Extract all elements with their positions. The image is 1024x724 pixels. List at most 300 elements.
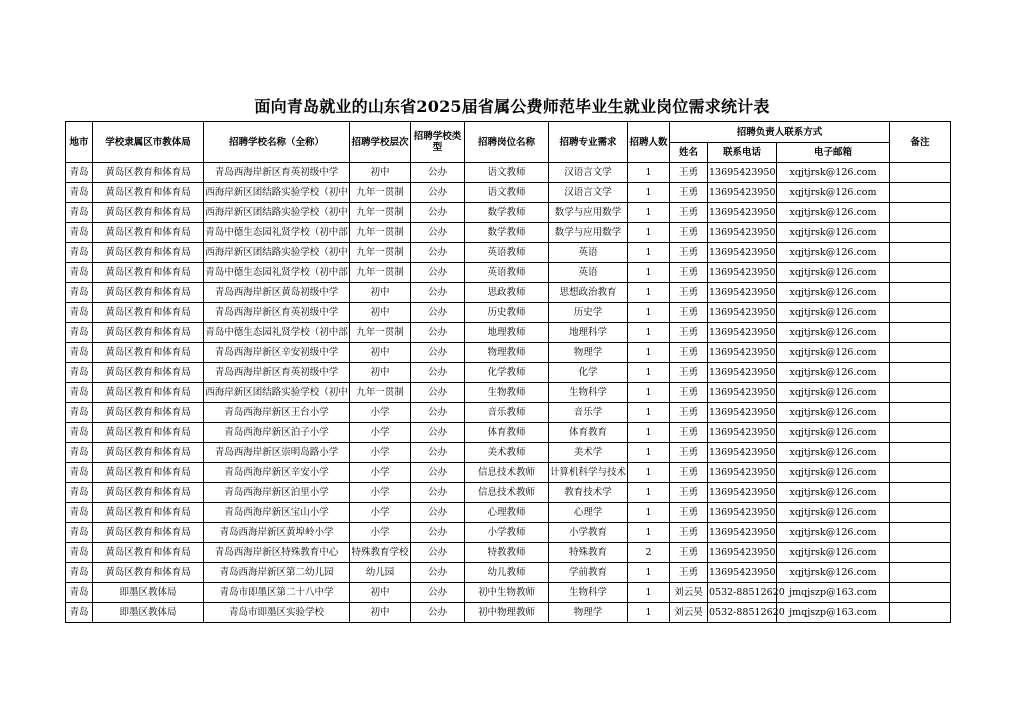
- cell-count: 1: [628, 243, 670, 263]
- cell-remarks: [890, 303, 951, 323]
- cell-remarks: [890, 583, 951, 603]
- cell-name: 王勇: [670, 263, 708, 283]
- cell-city: 青岛: [66, 603, 93, 623]
- cell-level: 小学: [350, 483, 411, 503]
- table-row: [66, 403, 951, 423]
- cell-position: 生物教师: [465, 383, 549, 403]
- cell-type: 公办: [411, 223, 465, 243]
- table-row: [66, 523, 951, 543]
- cell-bureau: 即墨区教体局: [93, 603, 204, 623]
- cell-name: 王勇: [670, 383, 708, 403]
- cell-bureau: 黄岛区教育和体育局: [93, 363, 204, 383]
- cell-level: 小学: [350, 503, 411, 523]
- cell-count: 1: [628, 383, 670, 403]
- cell-count: 1: [628, 203, 670, 223]
- cell-email: xqjtjrsk@126.com: [777, 243, 890, 263]
- cell-city: 青岛: [66, 523, 93, 543]
- cell-major: 美术学: [549, 443, 628, 463]
- cell-city: 青岛: [66, 543, 93, 563]
- cell-remarks: [890, 603, 951, 623]
- cell-city: 青岛: [66, 383, 93, 403]
- cell-name: 王勇: [670, 303, 708, 323]
- cell-school: 青岛西海岸新区辛安小学: [204, 463, 350, 483]
- cell-remarks: [890, 203, 951, 223]
- cell-city: 青岛: [66, 243, 93, 263]
- table-row: [66, 503, 951, 523]
- cell-email: xqjtjrsk@126.com: [777, 503, 890, 523]
- cell-email: xqjtjrsk@126.com: [777, 403, 890, 423]
- cell-count: 1: [628, 223, 670, 243]
- cell-count: 1: [628, 523, 670, 543]
- table-row: [66, 483, 951, 503]
- cell-count: 1: [628, 163, 670, 183]
- cell-phone: 13695423950: [708, 523, 777, 543]
- header-remarks: 备注: [890, 122, 951, 163]
- cell-name: 王勇: [670, 403, 708, 423]
- cell-remarks: [890, 443, 951, 463]
- cell-type: 公办: [411, 363, 465, 383]
- cell-major: 体育教育: [549, 423, 628, 443]
- cell-phone: 13695423950: [708, 223, 777, 243]
- cell-major: 生物科学: [549, 383, 628, 403]
- cell-school: 西海岸新区团结路实验学校（初中: [204, 383, 350, 403]
- cell-major: 心理学: [549, 503, 628, 523]
- cell-level: 九年一贯制: [350, 263, 411, 283]
- table-row: [66, 443, 951, 463]
- cell-phone: 13695423950: [708, 243, 777, 263]
- cell-count: 1: [628, 463, 670, 483]
- cell-major: 物理学: [549, 603, 628, 623]
- cell-school: 青岛西海岸新区黄岛初级中学: [204, 283, 350, 303]
- cell-email: xqjtjrsk@126.com: [777, 463, 890, 483]
- table-row: [66, 163, 951, 183]
- cell-type: 公办: [411, 463, 465, 483]
- cell-remarks: [890, 323, 951, 343]
- cell-type: 公办: [411, 603, 465, 623]
- table-row: [66, 283, 951, 303]
- cell-school: 青岛中德生态园礼贤学校（初中部: [204, 263, 350, 283]
- cell-phone: 13695423950: [708, 203, 777, 223]
- cell-email: xqjtjrsk@126.com: [777, 163, 890, 183]
- cell-type: 公办: [411, 543, 465, 563]
- cell-phone: 13695423950: [708, 463, 777, 483]
- cell-phone: 13695423950: [708, 563, 777, 583]
- cell-remarks: [890, 263, 951, 283]
- cell-major: 化学: [549, 363, 628, 383]
- cell-bureau: 黄岛区教育和体育局: [93, 483, 204, 503]
- cell-type: 公办: [411, 563, 465, 583]
- cell-remarks: [890, 363, 951, 383]
- cell-level: 初中: [350, 363, 411, 383]
- cell-count: 1: [628, 323, 670, 343]
- cell-bureau: 黄岛区教育和体育局: [93, 463, 204, 483]
- cell-email: xqjtjrsk@126.com: [777, 183, 890, 203]
- cell-position: 音乐教师: [465, 403, 549, 423]
- cell-name: 王勇: [670, 363, 708, 383]
- cell-position: 思政教师: [465, 283, 549, 303]
- document-title: 面向青岛就业的山东省2025届省属公费师范毕业生就业岗位需求统计表: [254, 97, 770, 116]
- cell-count: 1: [628, 403, 670, 423]
- cell-name: 王勇: [670, 323, 708, 343]
- cell-email: jmqjszp@163.com: [777, 603, 890, 623]
- cell-major: 汉语言文学: [549, 183, 628, 203]
- cell-level: 初中: [350, 603, 411, 623]
- table-row: [66, 243, 951, 263]
- cell-school: 青岛西海岸新区黄埠岭小学: [204, 523, 350, 543]
- cell-phone: 13695423950: [708, 163, 777, 183]
- cell-city: 青岛: [66, 283, 93, 303]
- cell-name: 王勇: [670, 203, 708, 223]
- cell-phone: 13695423950: [708, 183, 777, 203]
- cell-remarks: [890, 483, 951, 503]
- cell-remarks: [890, 243, 951, 263]
- cell-school: 青岛西海岸新区第二幼儿园: [204, 563, 350, 583]
- cell-count: 1: [628, 263, 670, 283]
- table-row: [66, 543, 951, 563]
- cell-position: 小学教师: [465, 523, 549, 543]
- cell-name: 王勇: [670, 483, 708, 503]
- cell-bureau: 黄岛区教育和体育局: [93, 303, 204, 323]
- cell-count: 1: [628, 283, 670, 303]
- cell-remarks: [890, 543, 951, 563]
- cell-level: 九年一贯制: [350, 383, 411, 403]
- cell-school: 青岛西海岸新区育英初级中学: [204, 163, 350, 183]
- cell-level: 小学: [350, 463, 411, 483]
- cell-position: 美术教师: [465, 443, 549, 463]
- cell-major: 教育技术学: [549, 483, 628, 503]
- cell-bureau: 黄岛区教育和体育局: [93, 183, 204, 203]
- cell-type: 公办: [411, 183, 465, 203]
- cell-level: 九年一贯制: [350, 323, 411, 343]
- cell-position: 特教教师: [465, 543, 549, 563]
- cell-city: 青岛: [66, 363, 93, 383]
- cell-name: 王勇: [670, 283, 708, 303]
- table-row: [66, 203, 951, 223]
- cell-name: 王勇: [670, 543, 708, 563]
- cell-email: xqjtjrsk@126.com: [777, 483, 890, 503]
- cell-city: 青岛: [66, 303, 93, 323]
- cell-bureau: 黄岛区教育和体育局: [93, 523, 204, 543]
- cell-phone: 13695423950: [708, 303, 777, 323]
- cell-type: 公办: [411, 483, 465, 503]
- table-row: [66, 603, 951, 623]
- header-email: 电子邮箱: [777, 143, 890, 163]
- cell-major: 英语: [549, 263, 628, 283]
- cell-school: 青岛中德生态园礼贤学校（初中部: [204, 223, 350, 243]
- cell-phone: 13695423950: [708, 543, 777, 563]
- cell-school: 青岛西海岸新区泊子小学: [204, 423, 350, 443]
- cell-level: 小学: [350, 403, 411, 423]
- cell-email: xqjtjrsk@126.com: [777, 323, 890, 343]
- cell-email: jmqjszp@163.com: [777, 583, 890, 603]
- header-bureau: 学校隶属区市教体局: [93, 122, 204, 163]
- cell-city: 青岛: [66, 443, 93, 463]
- cell-remarks: [890, 563, 951, 583]
- cell-city: 青岛: [66, 223, 93, 243]
- cell-city: 青岛: [66, 583, 93, 603]
- cell-position: 英语教师: [465, 263, 549, 283]
- cell-type: 公办: [411, 163, 465, 183]
- cell-count: 1: [628, 183, 670, 203]
- table-row: [66, 583, 951, 603]
- cell-bureau: 黄岛区教育和体育局: [93, 163, 204, 183]
- cell-count: 1: [628, 443, 670, 463]
- cell-position: 心理教师: [465, 503, 549, 523]
- cell-level: 初中: [350, 283, 411, 303]
- cell-type: 公办: [411, 523, 465, 543]
- cell-count: 1: [628, 483, 670, 503]
- cell-phone: 13695423950: [708, 483, 777, 503]
- table-body: [66, 163, 951, 623]
- cell-school: 青岛西海岸新区特殊教育中心: [204, 543, 350, 563]
- header-city: 地市: [66, 122, 93, 163]
- cell-count: 1: [628, 303, 670, 323]
- cell-position: 初中生物教师: [465, 583, 549, 603]
- cell-position: 体育教师: [465, 423, 549, 443]
- cell-city: 青岛: [66, 263, 93, 283]
- cell-city: 青岛: [66, 563, 93, 583]
- cell-bureau: 黄岛区教育和体育局: [93, 323, 204, 343]
- cell-bureau: 黄岛区教育和体育局: [93, 343, 204, 363]
- cell-level: 特殊教育学校: [350, 543, 411, 563]
- cell-remarks: [890, 223, 951, 243]
- cell-name: 刘云昊: [670, 583, 708, 603]
- cell-email: xqjtjrsk@126.com: [777, 423, 890, 443]
- cell-phone: 13695423950: [708, 323, 777, 343]
- cell-email: xqjtjrsk@126.com: [777, 363, 890, 383]
- cell-remarks: [890, 463, 951, 483]
- cell-remarks: [890, 423, 951, 443]
- cell-name: 王勇: [670, 423, 708, 443]
- cell-count: 1: [628, 563, 670, 583]
- cell-level: 小学: [350, 443, 411, 463]
- cell-remarks: [890, 163, 951, 183]
- cell-level: 幼儿园: [350, 563, 411, 583]
- cell-count: 1: [628, 423, 670, 443]
- cell-major: 地理科学: [549, 323, 628, 343]
- cell-major: 计算机科学与技术: [549, 463, 628, 483]
- cell-bureau: 黄岛区教育和体育局: [93, 403, 204, 423]
- cell-level: 九年一贯制: [350, 223, 411, 243]
- cell-city: 青岛: [66, 423, 93, 443]
- table-row: [66, 323, 951, 343]
- cell-type: 公办: [411, 403, 465, 423]
- cell-level: 初中: [350, 163, 411, 183]
- cell-email: xqjtjrsk@126.com: [777, 263, 890, 283]
- table-row: [66, 223, 951, 243]
- cell-bureau: 黄岛区教育和体育局: [93, 203, 204, 223]
- cell-type: 公办: [411, 283, 465, 303]
- table-row: [66, 363, 951, 383]
- header-level: 招聘学校层次: [350, 122, 411, 163]
- cell-remarks: [890, 343, 951, 363]
- cell-major: 汉语言文学: [549, 163, 628, 183]
- cell-level: 初中: [350, 303, 411, 323]
- cell-count: 1: [628, 343, 670, 363]
- cell-bureau: 黄岛区教育和体育局: [93, 383, 204, 403]
- cell-bureau: 黄岛区教育和体育局: [93, 423, 204, 443]
- cell-remarks: [890, 523, 951, 543]
- header-major: 招聘专业需求: [549, 122, 628, 163]
- cell-type: 公办: [411, 263, 465, 283]
- table-row: [66, 303, 951, 323]
- cell-city: 青岛: [66, 163, 93, 183]
- cell-bureau: 即墨区教体局: [93, 583, 204, 603]
- cell-remarks: [890, 283, 951, 303]
- cell-phone: 13695423950: [708, 423, 777, 443]
- cell-major: 历史学: [549, 303, 628, 323]
- cell-count: 1: [628, 603, 670, 623]
- cell-type: 公办: [411, 323, 465, 343]
- cell-email: xqjtjrsk@126.com: [777, 203, 890, 223]
- table-row: [66, 463, 951, 483]
- cell-school: 青岛市即墨区第二十八中学: [204, 583, 350, 603]
- cell-name: 王勇: [670, 183, 708, 203]
- header-position: 招聘岗位名称: [465, 122, 549, 163]
- cell-email: xqjtjrsk@126.com: [777, 343, 890, 363]
- cell-phone: 13695423950: [708, 503, 777, 523]
- cell-type: 公办: [411, 423, 465, 443]
- cell-count: 1: [628, 503, 670, 523]
- cell-email: xqjtjrsk@126.com: [777, 563, 890, 583]
- cell-school: 青岛西海岸新区王台小学: [204, 403, 350, 423]
- cell-level: 九年一贯制: [350, 203, 411, 223]
- cell-city: 青岛: [66, 403, 93, 423]
- cell-position: 英语教师: [465, 243, 549, 263]
- cell-major: 英语: [549, 243, 628, 263]
- cell-bureau: 黄岛区教育和体育局: [93, 443, 204, 463]
- cell-phone: 13695423950: [708, 363, 777, 383]
- cell-phone: 13695423950: [708, 283, 777, 303]
- table-row: [66, 183, 951, 203]
- cell-city: 青岛: [66, 483, 93, 503]
- cell-name: 王勇: [670, 343, 708, 363]
- cell-type: 公办: [411, 383, 465, 403]
- cell-remarks: [890, 183, 951, 203]
- cell-position: 物理教师: [465, 343, 549, 363]
- cell-phone: 13695423950: [708, 443, 777, 463]
- cell-major: 学前教育: [549, 563, 628, 583]
- cell-school: 青岛西海岸新区育英初级中学: [204, 303, 350, 323]
- cell-type: 公办: [411, 243, 465, 263]
- cell-count: 2: [628, 543, 670, 563]
- cell-major: 物理学: [549, 343, 628, 363]
- cell-phone: 0532-88512620: [708, 603, 777, 623]
- cell-name: 王勇: [670, 223, 708, 243]
- table-row: [66, 383, 951, 403]
- cell-school: 青岛西海岸新区辛安初级中学: [204, 343, 350, 363]
- header-contact-group: 招聘负责人联系方式: [670, 122, 890, 143]
- cell-email: xqjtjrsk@126.com: [777, 443, 890, 463]
- cell-school: 西海岸新区团结路实验学校（初中: [204, 243, 350, 263]
- cell-major: 数学与应用数学: [549, 223, 628, 243]
- cell-name: 王勇: [670, 243, 708, 263]
- cell-school: 青岛西海岸新区育英初级中学: [204, 363, 350, 383]
- table-row: [66, 343, 951, 363]
- header-type: 招聘学校类型: [411, 122, 465, 163]
- cell-email: xqjtjrsk@126.com: [777, 223, 890, 243]
- cell-phone: 13695423950: [708, 383, 777, 403]
- cell-phone: 13695423950: [708, 403, 777, 423]
- cell-name: 王勇: [670, 443, 708, 463]
- cell-phone: 13695423950: [708, 263, 777, 283]
- cell-bureau: 黄岛区教育和体育局: [93, 503, 204, 523]
- cell-level: 初中: [350, 343, 411, 363]
- cell-major: 音乐学: [549, 403, 628, 423]
- cell-position: 历史教师: [465, 303, 549, 323]
- cell-major: 小学教育: [549, 523, 628, 543]
- cell-position: 数学教师: [465, 203, 549, 223]
- cell-school: 西海岸新区团结路实验学校（初中: [204, 183, 350, 203]
- cell-name: 王勇: [670, 463, 708, 483]
- cell-name: 王勇: [670, 503, 708, 523]
- cell-major: 生物科学: [549, 583, 628, 603]
- cell-level: 九年一贯制: [350, 243, 411, 263]
- cell-type: 公办: [411, 443, 465, 463]
- cell-phone: 13695423950: [708, 343, 777, 363]
- cell-email: xqjtjrsk@126.com: [777, 523, 890, 543]
- cell-email: xqjtjrsk@126.com: [777, 303, 890, 323]
- cell-phone: 0532-88512620: [708, 583, 777, 603]
- cell-email: xqjtjrsk@126.com: [777, 383, 890, 403]
- cell-position: 数学教师: [465, 223, 549, 243]
- cell-school: 青岛西海岸新区泊里小学: [204, 483, 350, 503]
- cell-type: 公办: [411, 343, 465, 363]
- cell-bureau: 黄岛区教育和体育局: [93, 263, 204, 283]
- cell-count: 1: [628, 363, 670, 383]
- cell-position: 化学教师: [465, 363, 549, 383]
- cell-city: 青岛: [66, 343, 93, 363]
- header-school: 招聘学校名称（全称）: [204, 122, 350, 163]
- cell-type: 公办: [411, 203, 465, 223]
- cell-level: 小学: [350, 523, 411, 543]
- cell-name: 王勇: [670, 163, 708, 183]
- cell-type: 公办: [411, 583, 465, 603]
- cell-level: 初中: [350, 583, 411, 603]
- cell-school: 青岛西海岸新区崇明岛路小学: [204, 443, 350, 463]
- header-count: 招聘人数: [628, 122, 670, 163]
- cell-bureau: 黄岛区教育和体育局: [93, 243, 204, 263]
- cell-position: 信息技术教师: [465, 463, 549, 483]
- cell-name: 王勇: [670, 523, 708, 543]
- cell-city: 青岛: [66, 183, 93, 203]
- cell-city: 青岛: [66, 503, 93, 523]
- cell-name: 王勇: [670, 563, 708, 583]
- cell-bureau: 黄岛区教育和体育局: [93, 543, 204, 563]
- table-row: [66, 423, 951, 443]
- cell-count: 1: [628, 583, 670, 603]
- cell-school: 青岛西海岸新区宝山小学: [204, 503, 350, 523]
- cell-position: 信息技术教师: [465, 483, 549, 503]
- cell-type: 公办: [411, 503, 465, 523]
- cell-position: 语文教师: [465, 183, 549, 203]
- cell-type: 公办: [411, 303, 465, 323]
- cell-major: 特殊教育: [549, 543, 628, 563]
- cell-email: xqjtjrsk@126.com: [777, 543, 890, 563]
- cell-city: 青岛: [66, 203, 93, 223]
- table-row: [66, 563, 951, 583]
- cell-school: 青岛中德生态园礼贤学校（初中部: [204, 323, 350, 343]
- header-name: 姓名: [670, 143, 708, 163]
- cell-position: 语文教师: [465, 163, 549, 183]
- cell-email: xqjtjrsk@126.com: [777, 283, 890, 303]
- cell-city: 青岛: [66, 463, 93, 483]
- cell-remarks: [890, 503, 951, 523]
- cell-school: 青岛市即墨区实验学校: [204, 603, 350, 623]
- cell-city: 青岛: [66, 323, 93, 343]
- cell-major: 思想政治教育: [549, 283, 628, 303]
- cell-bureau: 黄岛区教育和体育局: [93, 223, 204, 243]
